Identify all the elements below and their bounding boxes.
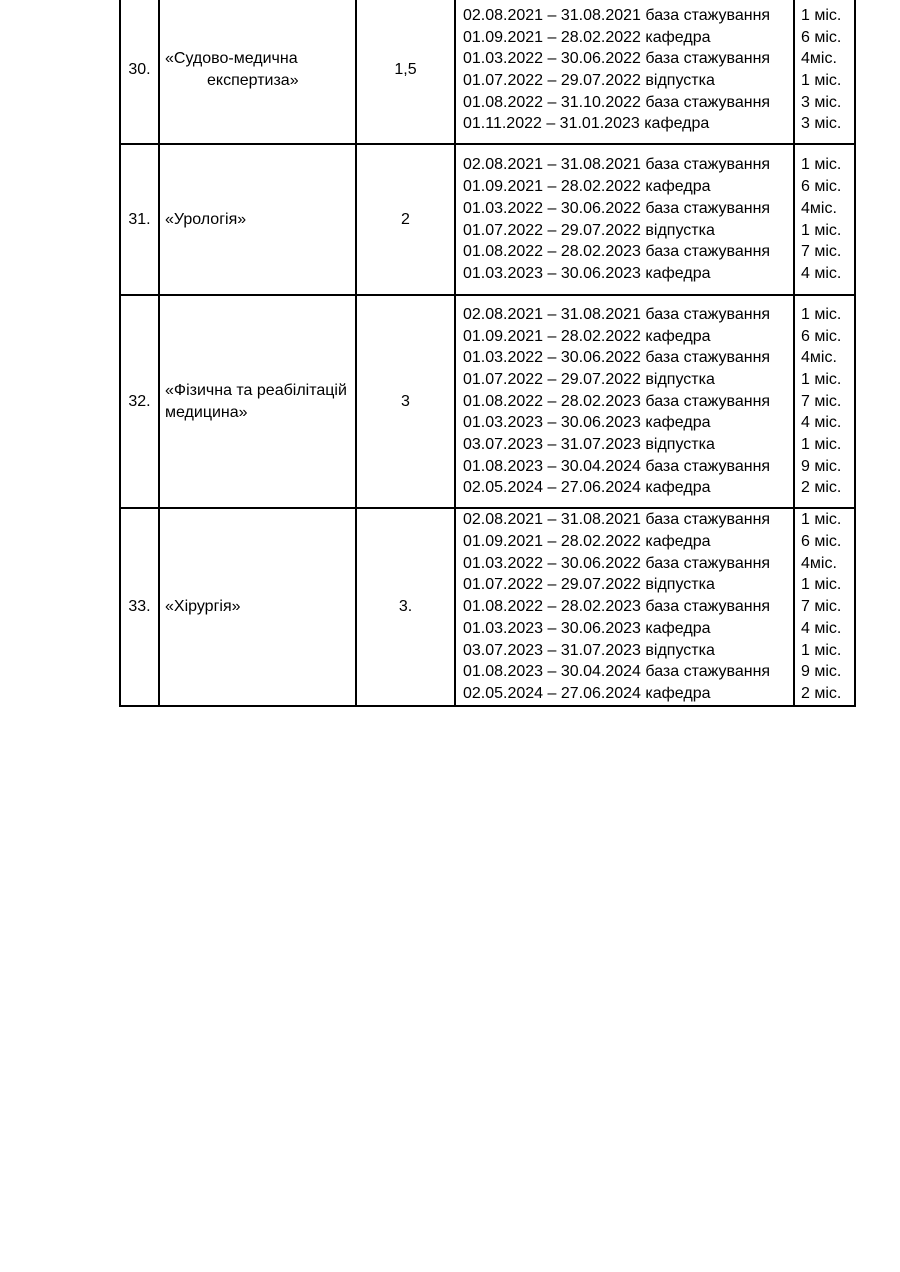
months-line: 2 міс. <box>801 684 842 702</box>
schedule-period-line: 02.08.2021 – 31.08.2021 база стажування <box>463 511 771 529</box>
specialty-name-line: «Судово-медична <box>165 50 298 68</box>
schedule-period-line: 03.07.2023 – 31.07.2023 відпустка <box>463 641 715 659</box>
months-line: 7 міс. <box>801 243 842 261</box>
row-number-cell <box>121 145 160 294</box>
months-line: 6 міс. <box>801 178 842 196</box>
row-number: 30. <box>128 61 151 79</box>
months-line: 6 міс. <box>801 28 842 46</box>
months-line: 1 міс. <box>801 576 842 594</box>
duration-cell <box>357 296 456 507</box>
schedule-period-line: 02.05.2024 – 27.06.2024 кафедра <box>463 479 711 497</box>
schedule-period-line: 01.08.2023 – 30.04.2024 база стажування <box>463 457 771 475</box>
schedule-period-line: 01.07.2022 – 29.07.2022 відпустка <box>463 221 715 239</box>
row-number: 33. <box>128 598 151 616</box>
duration-cell <box>357 509 456 705</box>
months-line: 1 міс. <box>801 6 842 24</box>
specialty-name-cell <box>160 509 357 705</box>
months-line: 4міс. <box>801 349 837 367</box>
schedule-cell <box>456 509 795 705</box>
schedule-period-line: 02.05.2024 – 27.06.2024 кафедра <box>463 684 711 702</box>
months-line: 7 міс. <box>801 598 842 616</box>
schedule-period-line: 01.09.2021 – 28.02.2022 кафедра <box>463 28 711 46</box>
duration-cell <box>357 0 456 143</box>
specialty-name-line: «Урологія» <box>165 210 247 228</box>
schedule-period-line: 01.07.2022 – 29.07.2022 відпустка <box>463 72 715 89</box>
schedule-period-line: 01.03.2022 – 30.06.2022 база стажування <box>463 349 771 367</box>
schedule-period-line: 01.03.2022 – 30.06.2022 база стажування <box>463 199 771 217</box>
specialty-name-cell <box>160 0 357 143</box>
months-line: 4 міс. <box>801 264 842 282</box>
schedule-period-line: 01.03.2022 – 30.06.2022 база стажування <box>463 50 771 68</box>
schedule-period-line: 01.08.2022 – 28.02.2023 база стажування <box>463 392 771 410</box>
months-line: 7 міс. <box>801 392 842 410</box>
row-number-cell <box>121 0 160 143</box>
schedule-cell <box>456 145 795 294</box>
specialty-name-line: «Фізична та реабілітацій <box>165 381 347 399</box>
table-row <box>121 0 854 145</box>
schedule-period-line: 02.08.2021 – 31.08.2021 база стажування <box>463 6 771 24</box>
table-row <box>121 509 854 707</box>
schedule-period-line: 02.08.2021 – 31.08.2021 база стажування <box>463 156 771 174</box>
months-line: 4міс. <box>801 50 837 68</box>
duration-value: 3 <box>401 392 410 410</box>
schedule-period-line: 01.09.2021 – 28.02.2022 кафедра <box>463 327 711 345</box>
schedule-period-line: 01.07.2022 – 29.07.2022 відпустка <box>463 370 715 388</box>
schedule-period-line: 01.07.2022 – 29.07.2022 відпустка <box>463 576 715 594</box>
months-line: 6 міс. <box>801 327 842 345</box>
schedule-period-line: 01.09.2021 – 28.02.2022 кафедра <box>463 533 711 551</box>
specialty-name-cell <box>160 145 357 294</box>
months-line: 4 міс. <box>801 414 842 432</box>
row-number: 31. <box>128 210 151 228</box>
months-line: 1 міс. <box>801 305 842 323</box>
specialty-name-line: «Хірургія» <box>165 598 241 616</box>
schedule-cell <box>456 296 795 507</box>
months-line: 2 міс. <box>801 479 842 497</box>
schedule-period-line: 01.08.2022 – 28.02.2023 база стажування <box>463 598 771 616</box>
months-line: 9 міс. <box>801 663 842 681</box>
row-number-cell <box>121 509 160 705</box>
schedule-period-line: 01.08.2022 – 31.10.2022 база стажування <box>463 93 771 111</box>
specialty-name-line: експертиза» <box>207 72 299 89</box>
duration-value: 2 <box>401 210 410 228</box>
months-line: 3 міс. <box>801 93 842 111</box>
months-cell <box>795 296 854 507</box>
schedule-period-line: 01.11.2022 – 31.01.2023 кафедра <box>463 115 710 133</box>
table-row <box>121 145 854 296</box>
months-line: 3 міс. <box>801 115 842 133</box>
schedule-period-line: 01.09.2021 – 28.02.2022 кафедра <box>463 178 711 196</box>
schedule-period-line: 01.03.2023 – 30.06.2023 кафедра <box>463 619 711 637</box>
schedule-period-line: 01.03.2022 – 30.06.2022 база стажування <box>463 554 771 572</box>
schedule-period-line: 02.08.2021 – 31.08.2021 база стажування <box>463 305 771 323</box>
months-cell <box>795 145 854 294</box>
row-number: 32. <box>128 392 151 410</box>
schedule-period-line: 01.03.2023 – 30.06.2023 кафедра <box>463 264 711 282</box>
months-line: 1 міс. <box>801 72 842 89</box>
table-row <box>121 296 854 509</box>
months-line: 1 міс. <box>801 156 842 174</box>
months-line: 1 міс. <box>801 511 842 529</box>
months-line: 1 міс. <box>801 221 842 239</box>
months-cell <box>795 509 854 705</box>
months-line: 9 міс. <box>801 457 842 475</box>
duration-value: 3. <box>398 598 413 616</box>
months-line: 1 міс. <box>801 641 842 659</box>
schedule-period-line: 01.08.2023 – 30.04.2024 база стажування <box>463 663 771 681</box>
months-line: 1 міс. <box>801 436 842 454</box>
internship-schedule-table <box>119 0 856 707</box>
months-cell <box>795 0 854 143</box>
specialty-name-cell <box>160 296 357 507</box>
schedule-period-line: 01.03.2023 – 30.06.2023 кафедра <box>463 414 711 432</box>
months-line: 4міс. <box>801 554 837 572</box>
schedule-cell <box>456 0 795 143</box>
specialty-name-line: медицина» <box>165 403 248 421</box>
months-line: 4 міс. <box>801 619 842 637</box>
months-line: 6 міс. <box>801 533 842 551</box>
row-number-cell <box>121 296 160 507</box>
duration-cell <box>357 145 456 294</box>
schedule-period-line: 03.07.2023 – 31.07.2023 відпустка <box>463 436 715 454</box>
months-line: 4міс. <box>801 199 837 217</box>
duration-value: 1,5 <box>394 61 417 79</box>
schedule-period-line: 01.08.2022 – 28.02.2023 база стажування <box>463 243 771 261</box>
months-line: 1 міс. <box>801 370 842 388</box>
